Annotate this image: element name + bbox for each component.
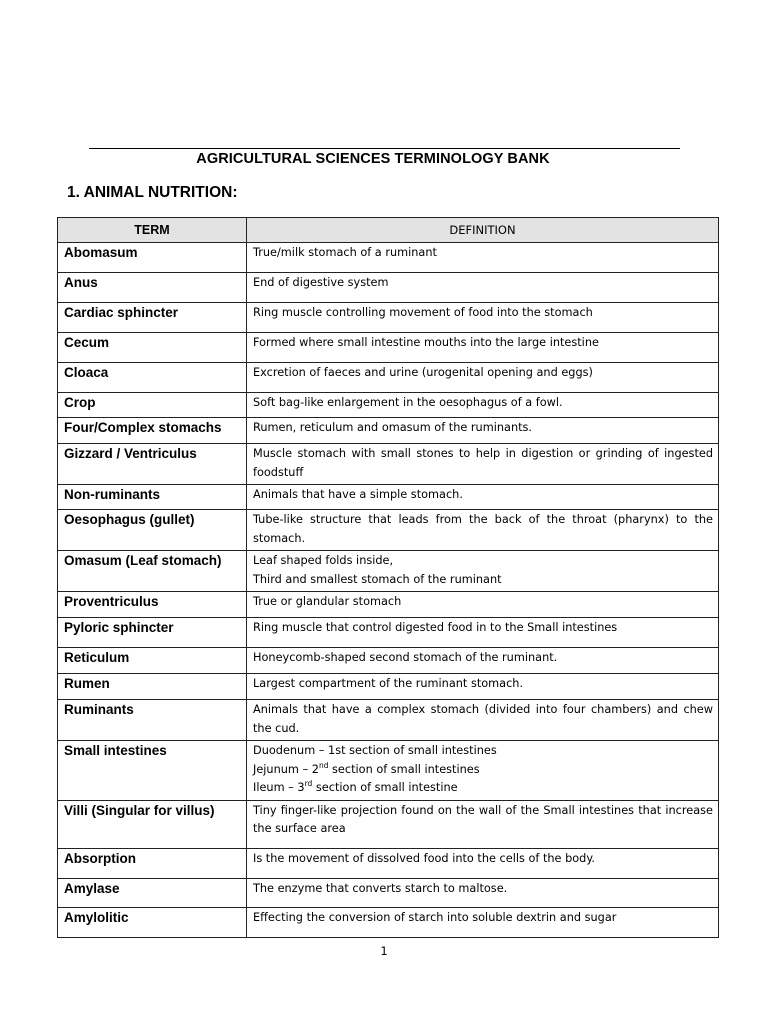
table-row xyxy=(58,907,719,937)
definition-cell xyxy=(247,741,719,801)
table-row xyxy=(58,592,719,618)
definition-cell xyxy=(247,551,719,592)
definition-line: Duodenum – 1st section of small intestines xyxy=(253,744,497,757)
definition-line: Ileum – 3rd section of small intestine xyxy=(253,779,458,794)
table-row xyxy=(58,878,719,907)
term-cell: Four/Complex stomachs xyxy=(58,418,247,444)
table-row xyxy=(58,363,719,393)
definition-cell: Honeycomb-shaped second stomach of the ruminant. xyxy=(247,648,719,674)
definition-cell: Is the movement of dissolved food into the cells of the body. xyxy=(247,848,719,878)
definition-cell: Ring muscle controlling movement of food into the stomach xyxy=(247,303,719,333)
table-row xyxy=(58,243,719,273)
terminology-table xyxy=(57,217,719,938)
definition-line: Third and smallest stomach of the ruminant xyxy=(253,572,502,586)
definition-cell: Tiny finger-like projection found on the wall of the Small intestines that increase the surface area xyxy=(247,800,719,848)
table-row xyxy=(58,700,719,741)
term-cell: Small intestines xyxy=(58,741,247,801)
term-cell: Proventriculus xyxy=(58,592,247,618)
definition-cell: Soft bag-like enlargement in the oesophagus of a fowl. xyxy=(247,393,719,418)
definition-cell: Tube-like structure that leads from the back of the throat (pharynx) to the stomach. xyxy=(247,510,719,551)
definition-cell: Ring muscle that control digested food in to the Small intestines xyxy=(247,618,719,648)
term-cell: Oesophagus (gullet) xyxy=(58,510,247,551)
term-cell: Anus xyxy=(58,273,247,303)
table-body xyxy=(58,243,719,938)
table-row xyxy=(58,741,719,801)
definition-cell: True or glandular stomach xyxy=(247,592,719,618)
term-cell: Reticulum xyxy=(58,648,247,674)
table-row xyxy=(58,418,719,444)
table-row xyxy=(58,303,719,333)
term-cell: Abomasum xyxy=(58,243,247,273)
term-cell: Cardiac sphincter xyxy=(58,303,247,333)
table-row xyxy=(58,674,719,700)
definition-cell: Animals that have a simple stomach. xyxy=(247,485,719,510)
definition-line: Jejunum – 2nd section of small intestines xyxy=(253,760,480,776)
term-cell: Non-ruminants xyxy=(58,485,247,510)
definition-cell: Formed where small intestine mouths into the large intestine xyxy=(247,333,719,363)
term-cell: Pyloric sphincter xyxy=(58,618,247,648)
table-row xyxy=(58,510,719,551)
header-rule xyxy=(89,148,680,149)
term-column-header: TERM xyxy=(58,218,247,243)
table-row xyxy=(58,618,719,648)
table-row xyxy=(58,393,719,418)
definition-cell: True/milk stomach of a ruminant xyxy=(247,243,719,273)
table-row xyxy=(58,800,719,848)
definition-cell: Animals that have a complex stomach (divided into four chambers) and chew the cud. xyxy=(247,700,719,741)
table-row xyxy=(58,551,719,592)
term-cell: Cecum xyxy=(58,333,247,363)
table-row xyxy=(58,333,719,363)
term-cell: Ruminants xyxy=(58,700,247,741)
definition-cell: End of digestive system xyxy=(247,273,719,303)
term-cell: Omasum (Leaf stomach) xyxy=(58,551,247,592)
table-row xyxy=(58,648,719,674)
table-header-row xyxy=(58,218,719,243)
definition-column-header: DEFINITION xyxy=(247,218,719,243)
term-cell: Cloaca xyxy=(58,363,247,393)
section-heading: 1. ANIMAL NUTRITION: xyxy=(67,184,238,201)
table-row xyxy=(58,848,719,878)
term-cell: Absorption xyxy=(58,848,247,878)
document-title: AGRICULTURAL SCIENCES TERMINOLOGY BANK xyxy=(196,151,550,167)
definition-cell: Excretion of faeces and urine (urogenital opening and eggs) xyxy=(247,363,719,393)
definition-cell: Rumen, reticulum and omasum of the ruminants. xyxy=(247,418,719,444)
definition-cell: The enzyme that converts starch to maltose. xyxy=(247,878,719,907)
term-cell: Villi (Singular for villus) xyxy=(58,800,247,848)
table-row xyxy=(58,273,719,303)
table-row xyxy=(58,444,719,485)
definition-cell: Largest compartment of the ruminant stomach. xyxy=(247,674,719,700)
table-row xyxy=(58,485,719,510)
definition-cell: Muscle stomach with small stones to help in digestion or grinding of ingested foodstuff xyxy=(247,444,719,485)
definition-line: Leaf shaped folds inside, xyxy=(253,554,394,567)
definition-cell: Effecting the conversion of starch into soluble dextrin and sugar xyxy=(247,907,719,937)
term-cell: Amylase xyxy=(58,878,247,907)
term-cell: Rumen xyxy=(58,674,247,700)
term-cell: Gizzard / Ventriculus xyxy=(58,444,247,485)
term-cell: Amylolitic xyxy=(58,907,247,937)
term-cell: Crop xyxy=(58,393,247,418)
page-number: 1 xyxy=(380,944,388,958)
